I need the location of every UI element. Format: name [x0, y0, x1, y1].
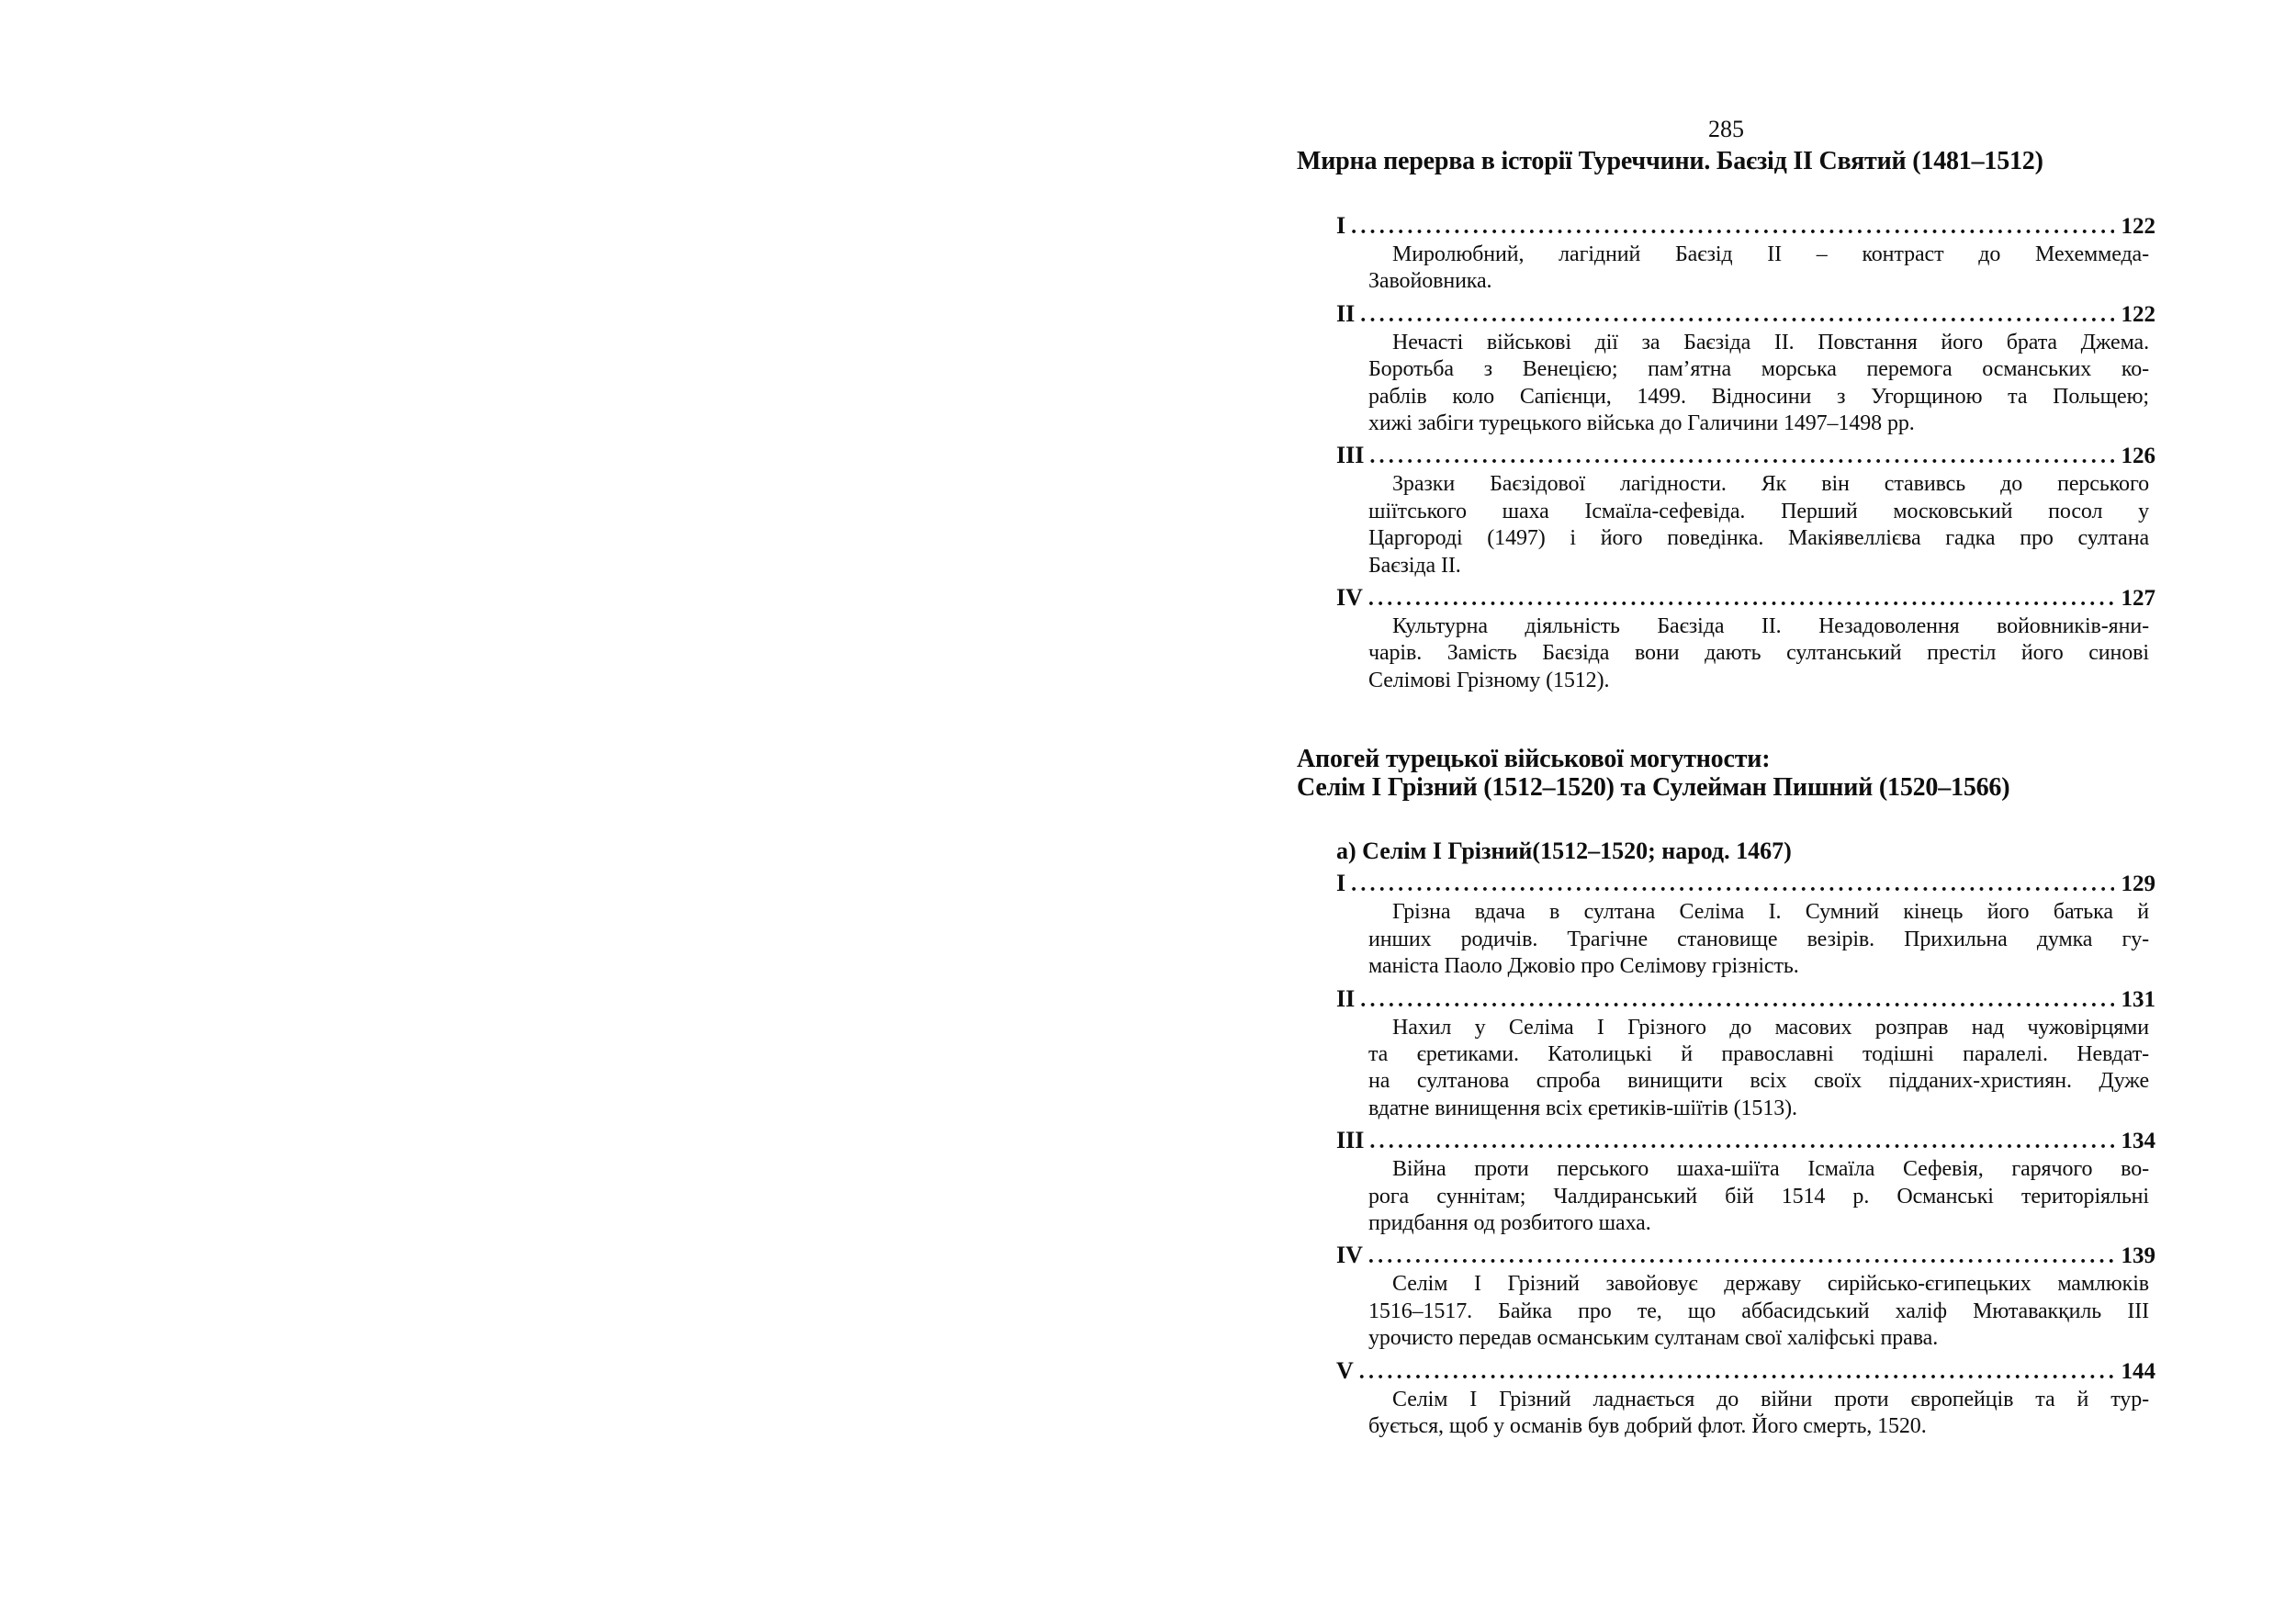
toc-entry-description [1368, 899, 2149, 980]
toc-entry-text-line: Селімові Грізному (1512). [1368, 668, 1610, 692]
toc-entry-numeral: IV [1336, 584, 1363, 612]
leader-dots [1351, 872, 2113, 897]
toc-entry [1336, 442, 2155, 469]
toc-entry [1336, 212, 2155, 240]
toc-entry-description [1368, 1387, 2149, 1441]
leader-dots [1368, 1244, 2114, 1269]
toc-entry-description [1368, 1156, 2149, 1237]
toc-entry-description [1368, 1015, 2149, 1123]
toc-entry-text-line: придбання од розбитого шаха. [1368, 1210, 1651, 1235]
section-heading [1297, 746, 2155, 802]
page-number: 285 [1708, 116, 1744, 142]
toc-entry-page-number: 122 [2121, 301, 2155, 327]
toc-entry-description [1368, 613, 2149, 694]
toc-entry [1336, 870, 2155, 897]
toc-entry-text-line: Зразки Баєзідової лагідности. Як він ставивсь до перського [1392, 472, 2149, 497]
toc-entry-text-line: Завойовника. [1368, 269, 1492, 294]
toc-entry-text-line: Селім I Грізний ладнається до війни проти європейців та й тур- [1392, 1387, 2149, 1411]
toc-entry-description [1368, 1271, 2149, 1352]
toc-entry-text-line: шіїтського шаха Ісмаїла-сефевіда. Перший московський посол у [1368, 499, 2149, 523]
toc-entry-numeral: I [1336, 870, 1346, 897]
toc-entry [1336, 1357, 2155, 1385]
toc-entry-numeral: II [1336, 984, 1356, 1012]
toc-entry-description [1368, 242, 2149, 296]
toc-entry-text-line: 1516–1517. Байка про те, що аббасидський халіф Мютавакқиль III [1368, 1299, 2149, 1323]
toc-entry-text-line: урочисто передав османським султанам свої халіфські права. [1368, 1326, 1939, 1351]
subsection-heading: а) Селім I Грізний(1512–1520; народ. 1467) [1336, 838, 1792, 865]
toc-entry-page-number: 122 [2121, 214, 2155, 239]
toc-entry-text-line: Боротьба з Венецією; пам’ятна морська перемога османських ко- [1368, 357, 2149, 382]
toc-entry-page-number: 127 [2121, 586, 2155, 612]
toc-entry [1336, 1242, 2155, 1269]
toc-entry-text-line: Селім I Грізний завойовує державу сирійсько-єгипецьких мамлюків [1392, 1272, 2149, 1297]
leader-dots [1360, 988, 2113, 1013]
toc-content-block [1297, 116, 2155, 1440]
toc-entry-text-line: рога суннітам; Чалдиранський бій 1514 р. Османські територіяльні [1368, 1184, 2149, 1209]
toc-entry-description [1368, 471, 2149, 579]
toc-entry-text-line: Війна проти перського шаха-шіїта Ісмаїла Сефевія, гарячого во- [1392, 1157, 2149, 1182]
toc-entry-text-line: Царгороді (1497) і його поведінка. Макіявеллієва гадка про султана [1368, 526, 2149, 551]
toc-entry-text-line: на султанова спроба винищити всіх своїх підданих-християн. Дуже [1368, 1069, 2149, 1094]
toc-entry-text-line: инших родичів. Трагічне становище везірів. Прихильна думка гу- [1368, 927, 2149, 951]
toc-entry-page-number: 139 [2121, 1243, 2155, 1269]
toc-entry-page-number: 126 [2121, 444, 2155, 469]
toc-entry-text-line: Баєзіда II. [1368, 553, 1461, 578]
toc-entry-text-line: Культурна діяльність Баєзіда II. Незадоволення войовників-яни- [1392, 614, 2149, 639]
toc-entry-text-line: бується, щоб у османів був добрий флот. Його смерть, 1520. [1368, 1413, 1927, 1438]
section-heading-line: Селім I Грізний (1512–1520) та Сулейман Пишний (1520–1566) [1297, 772, 2010, 802]
toc-entry-numeral: III [1336, 1127, 1365, 1154]
leader-dots [1351, 215, 2113, 240]
toc-entry [1336, 1127, 2155, 1154]
leader-dots [1369, 1130, 2113, 1154]
toc-entry-page-number: 134 [2121, 1129, 2155, 1154]
toc-entry-page-number: 144 [2121, 1358, 2155, 1384]
toc-entry [1336, 985, 2155, 1013]
chapter-title: Мирна перерва в історії Туреччини. Баєзід II Святий (1481–1512) [1297, 147, 2043, 175]
toc-entry [1336, 584, 2155, 612]
toc-entry-text-line: Нахил у Селіма I Грізного до масових розправ над чужовірцями [1392, 1015, 2149, 1040]
toc-entry-text-line: вдатне винищення всіх єретиків-шіїтів (1513). [1368, 1096, 1797, 1120]
toc-entry-description [1368, 330, 2149, 438]
toc-entry-text-line: та єретиками. Католицькі й православні тодішні паралелі. Невдат- [1368, 1041, 2149, 1066]
toc-entry-text-line: чарів. Замість Баєзіда вони дають султанський престіл його синові [1368, 641, 2149, 666]
toc-entry-numeral: II [1336, 299, 1356, 327]
toc-entry-text-line: хижі забіги турецького війська до Галичини 1497–1498 рр. [1368, 411, 1915, 436]
toc-entry-numeral: V [1336, 1356, 1354, 1384]
toc-entry-text-line: раблів коло Сапієнци, 1499. Відносини з Угорщиною та Польщею; [1368, 384, 2149, 409]
toc-entry-text-line: маніста Паоло Джовіо про Селімову грізність. [1368, 954, 1799, 979]
toc-entry-text-line: Миролюбний, лагідний Баєзід II – контраст до Мехеммеда- [1392, 242, 2149, 266]
leader-dots [1360, 303, 2113, 328]
toc-entry-numeral: IV [1336, 1242, 1363, 1269]
toc-entry-page-number: 129 [2121, 871, 2155, 897]
toc-entry [1336, 300, 2155, 328]
toc-entry-text-line: Нечасті військові дії за Баєзіда II. Повстання його брата Джема. [1392, 330, 2149, 354]
toc-entry-page-number: 131 [2121, 986, 2155, 1012]
section-heading-line: Апогей турецької військової могутности: [1297, 745, 1771, 774]
toc-entry-numeral: III [1336, 442, 1365, 469]
leader-dots [1359, 1360, 2114, 1385]
toc-entry-numeral: I [1336, 212, 1346, 239]
toc-entry-text-line: Грізна вдача в султана Селіма I. Сумний кінець його батька й [1392, 900, 2149, 925]
leader-dots [1369, 444, 2113, 469]
leader-dots [1368, 587, 2114, 612]
